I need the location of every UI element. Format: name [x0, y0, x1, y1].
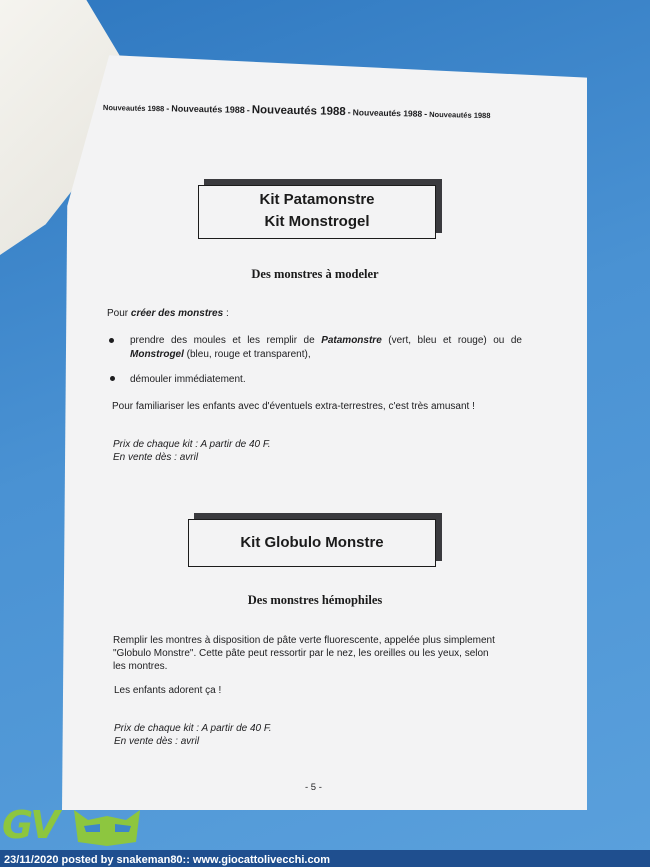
section2-para1-line1: Remplir les montres à disposition de pâte verte fluorescente, appelée plus simplement [113, 635, 495, 646]
header-separator: - [424, 108, 428, 119]
intro-prefix: Pour [107, 308, 131, 319]
bullet2-text: démouler immédiatement. [130, 374, 246, 385]
bullet-point-2 [110, 376, 115, 381]
header-separator: - [347, 107, 351, 118]
header-segment-main: Nouveautés 1988 [251, 104, 346, 119]
post-caption: 23/11/2020 posted by snakeman80:: www.giocattolivecchi.com [4, 854, 331, 866]
section1-intro [107, 307, 229, 320]
section1-title-line2: Kit Monstrogel [264, 213, 370, 230]
intro-emphasis: créer des monstres [130, 308, 224, 319]
bullet1-product-patamonstre: Patamonstre [321, 335, 382, 346]
section1-subtitle: Des monstres à modeler [251, 267, 379, 281]
header-segment: Nouveautés 1988 [171, 103, 245, 115]
section2-price: Prix de chaque kit : A partir de 40 F. [114, 723, 272, 734]
section1-title-box [198, 185, 436, 239]
page-number: - 5 - [305, 782, 322, 793]
mask-logo-icon [70, 806, 145, 848]
section2-para2: Les enfants adorent ça ! [114, 685, 222, 696]
header-segment: Nouveautés 1988 [429, 109, 491, 121]
section2-para1-line3: les montres. [113, 661, 168, 672]
section2-para1-line2: "Globulo Monstre". Cette pâte peut ressortir par le nez, les oreilles ou les yeux, selon [113, 648, 489, 659]
section1-sale-date: En vente dès : avril [113, 452, 199, 463]
section2-subtitle: Des monstres hémophiles [247, 593, 383, 607]
bullet1-text-c: (vert, bleu et rouge) ou de [381, 335, 522, 346]
section1-price: Prix de chaque kit : A partir de 40 F. [113, 439, 271, 450]
section1-closing: Pour familiariser les enfants avec d'éventuels extra-terrestres, c'est très amusant ! [112, 401, 475, 412]
bullet1-product-monstrogel: Monstrogel [130, 349, 184, 360]
bullet1-text-e: (bleu, rouge et transparent), [183, 349, 311, 360]
bullet1-line1 [130, 334, 522, 347]
header-separator: - [166, 103, 170, 114]
bullet-point-1 [109, 338, 114, 343]
header-separator: - [246, 105, 250, 116]
section2-title-box [188, 519, 436, 567]
section2-sale-date: En vente dès : avril [114, 736, 200, 747]
bullet1-text-a: prendre des moules et les remplir de [130, 335, 322, 346]
section2-title: Kit Globulo Monstre [240, 534, 384, 551]
gv-logo-text: GV [2, 803, 57, 847]
bullet1-line2 [130, 348, 311, 361]
section1-title-line1: Kit Patamonstre [259, 191, 375, 208]
header-segment: Nouveautés 1988 [102, 103, 165, 114]
intro-suffix: : [223, 308, 229, 319]
header-segment: Nouveautés 1988 [352, 107, 423, 119]
